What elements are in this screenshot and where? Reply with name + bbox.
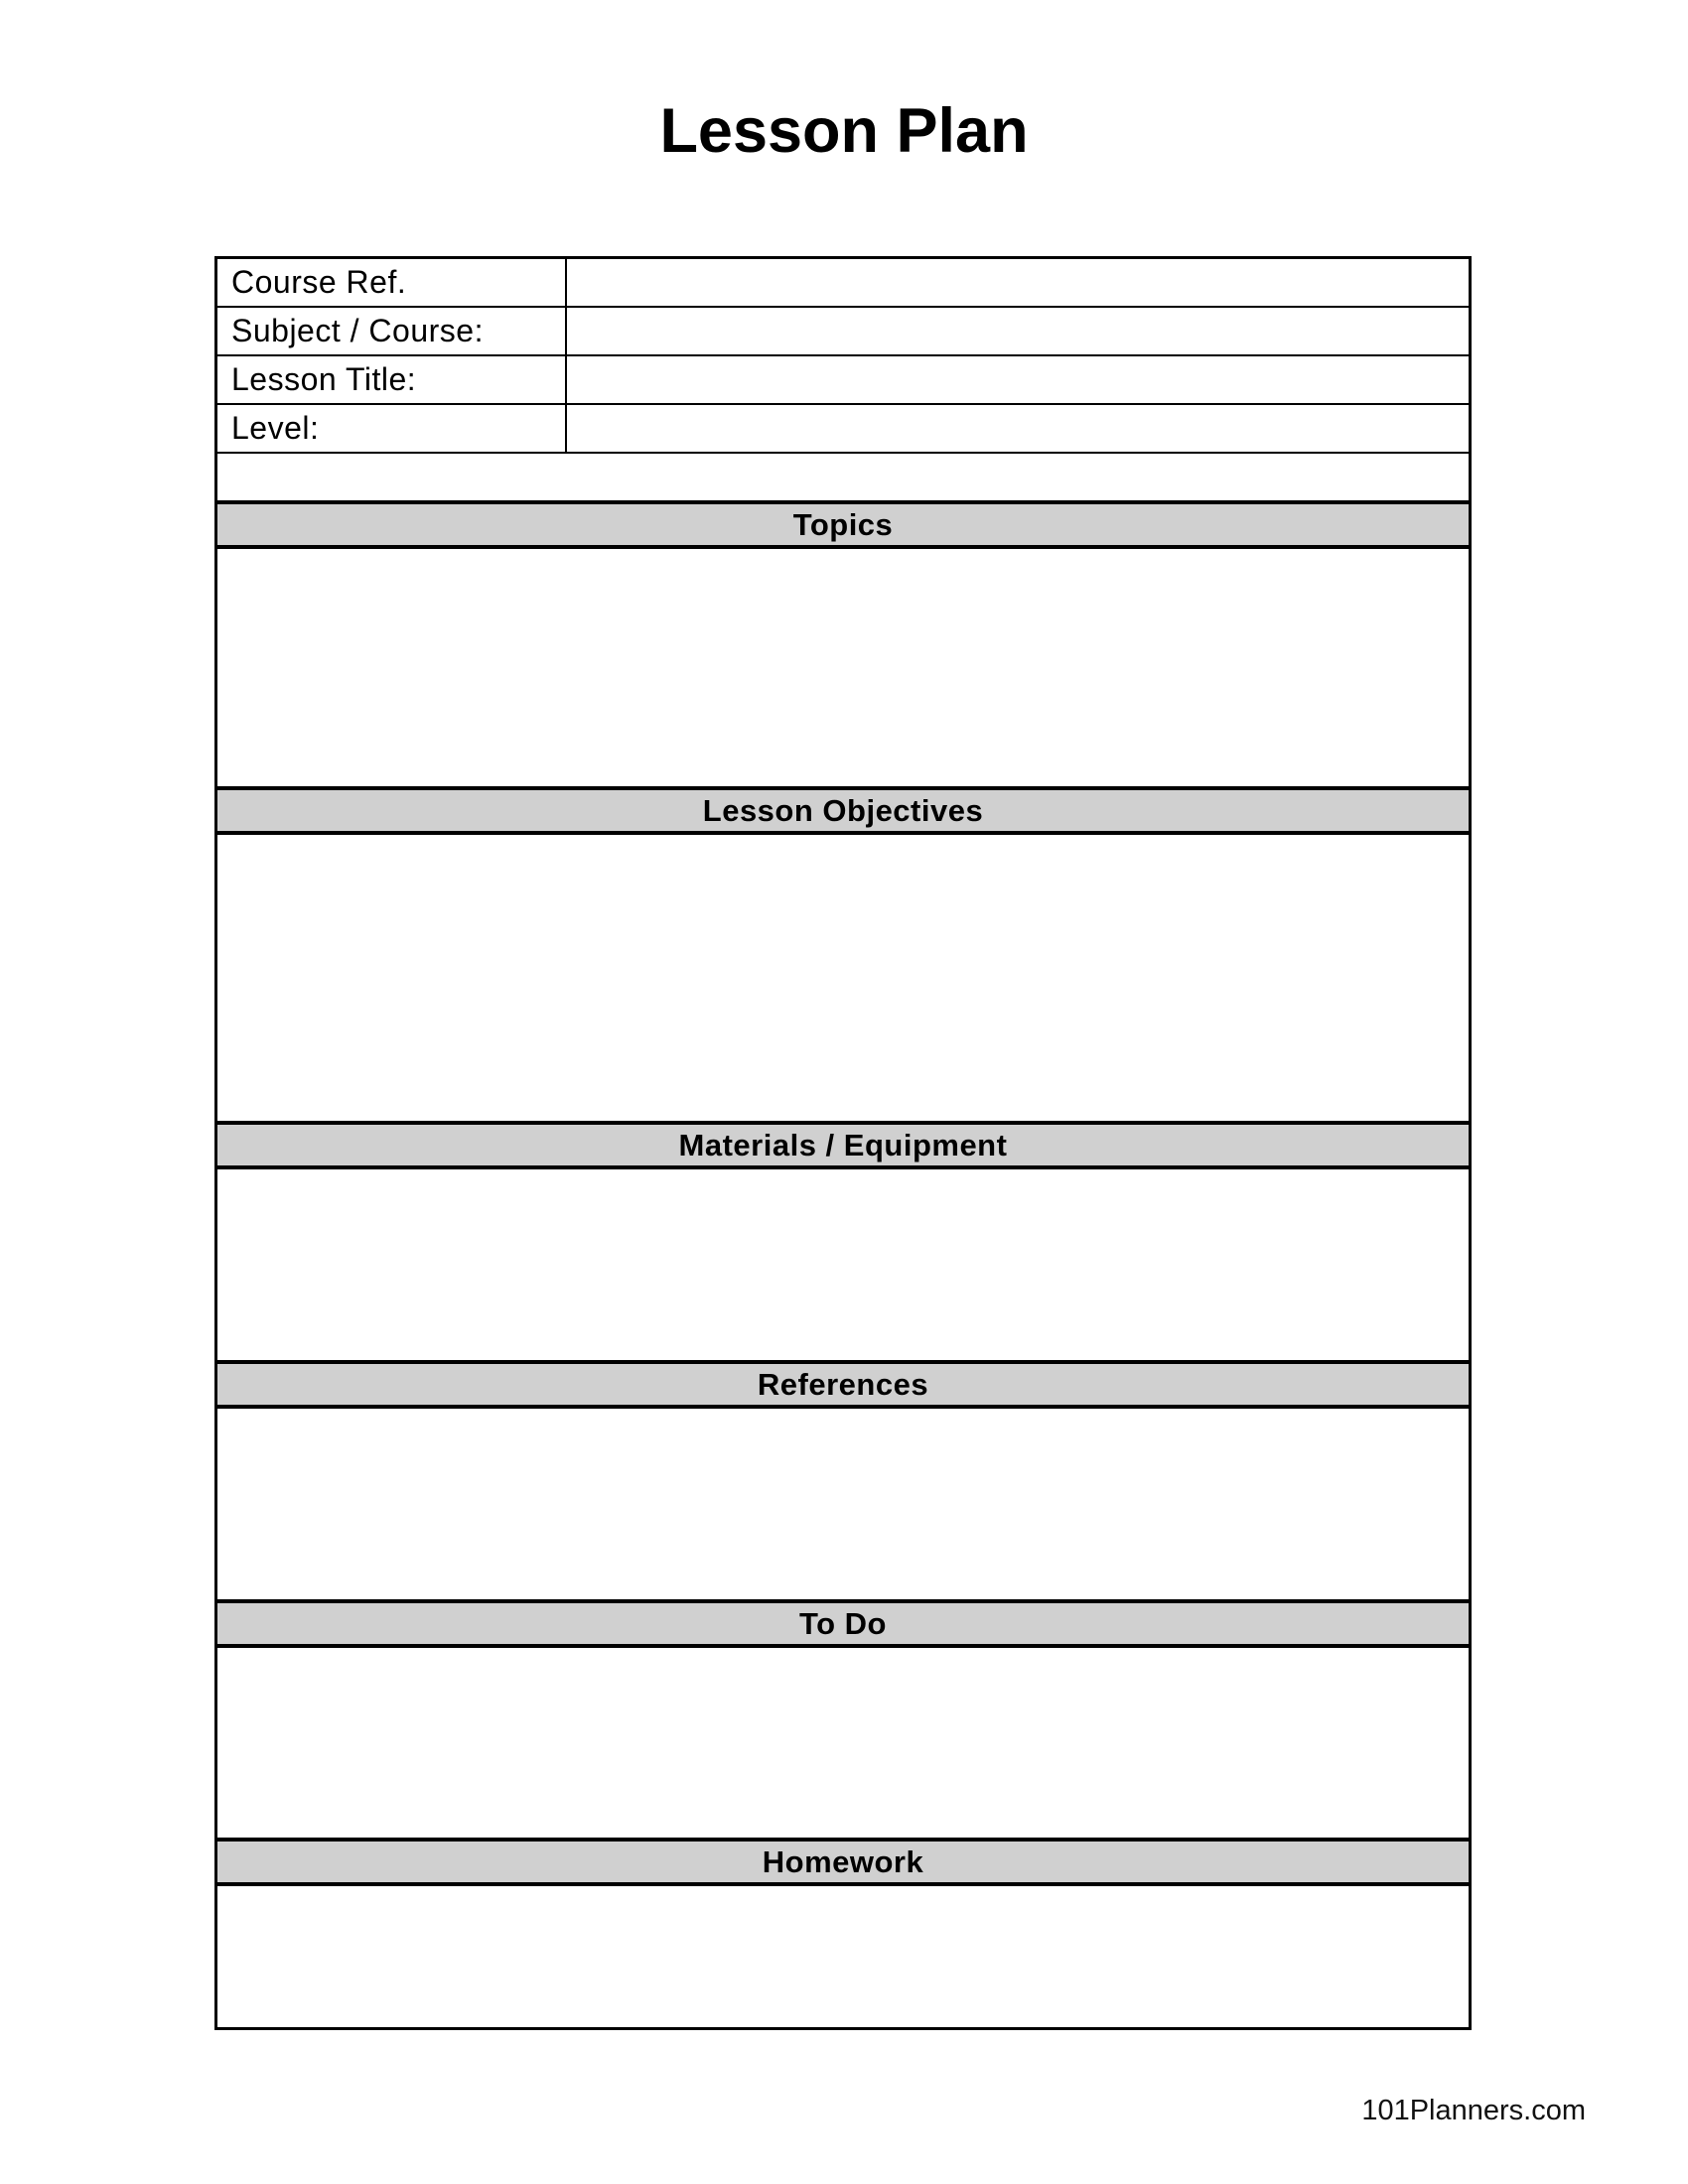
subject-course-value-cell[interactable] xyxy=(567,308,1469,354)
lesson-objectives-content-cell[interactable] xyxy=(217,835,1469,1121)
topics-header-label: Topics xyxy=(792,506,894,542)
to-do-header-label: To Do xyxy=(798,1605,887,1641)
section-header-topics xyxy=(217,500,1469,549)
footer-site-name: 101Planners.com xyxy=(1361,2095,1586,2126)
section-header-homework xyxy=(217,1838,1469,1886)
info-row-level xyxy=(217,405,1469,454)
lesson-objectives-header-label: Lesson Objectives xyxy=(702,792,984,828)
course-ref-label: Course Ref. xyxy=(217,259,567,306)
info-row-lesson-title xyxy=(217,356,1469,405)
materials-equipment-content-cell[interactable] xyxy=(217,1169,1469,1360)
topics-content-cell[interactable] xyxy=(217,549,1469,786)
spacer-row xyxy=(217,454,1469,500)
homework-content-cell[interactable] xyxy=(217,1886,1469,2027)
info-row-subject-course xyxy=(217,308,1469,356)
lesson-plan-table xyxy=(214,256,1472,2030)
section-header-materials-equipment xyxy=(217,1121,1469,1169)
section-header-lesson-objectives xyxy=(217,786,1469,835)
references-header-label: References xyxy=(757,1366,929,1402)
course-ref-value-cell[interactable] xyxy=(567,259,1469,306)
to-do-content-cell[interactable] xyxy=(217,1648,1469,1838)
materials-equipment-header-label: Materials / Equipment xyxy=(678,1127,1008,1162)
section-header-references xyxy=(217,1360,1469,1409)
section-header-to-do xyxy=(217,1599,1469,1648)
lesson-title-label: Lesson Title: xyxy=(217,356,567,403)
lesson-title-value-cell[interactable] xyxy=(567,356,1469,403)
references-content-cell[interactable] xyxy=(217,1409,1469,1599)
page-title: Lesson Plan xyxy=(659,96,1029,166)
level-label: Level: xyxy=(217,405,567,452)
homework-header-label: Homework xyxy=(762,1843,924,1879)
level-value-cell[interactable] xyxy=(567,405,1469,452)
info-row-course-ref xyxy=(217,259,1469,308)
subject-course-label: Subject / Course: xyxy=(217,308,567,354)
